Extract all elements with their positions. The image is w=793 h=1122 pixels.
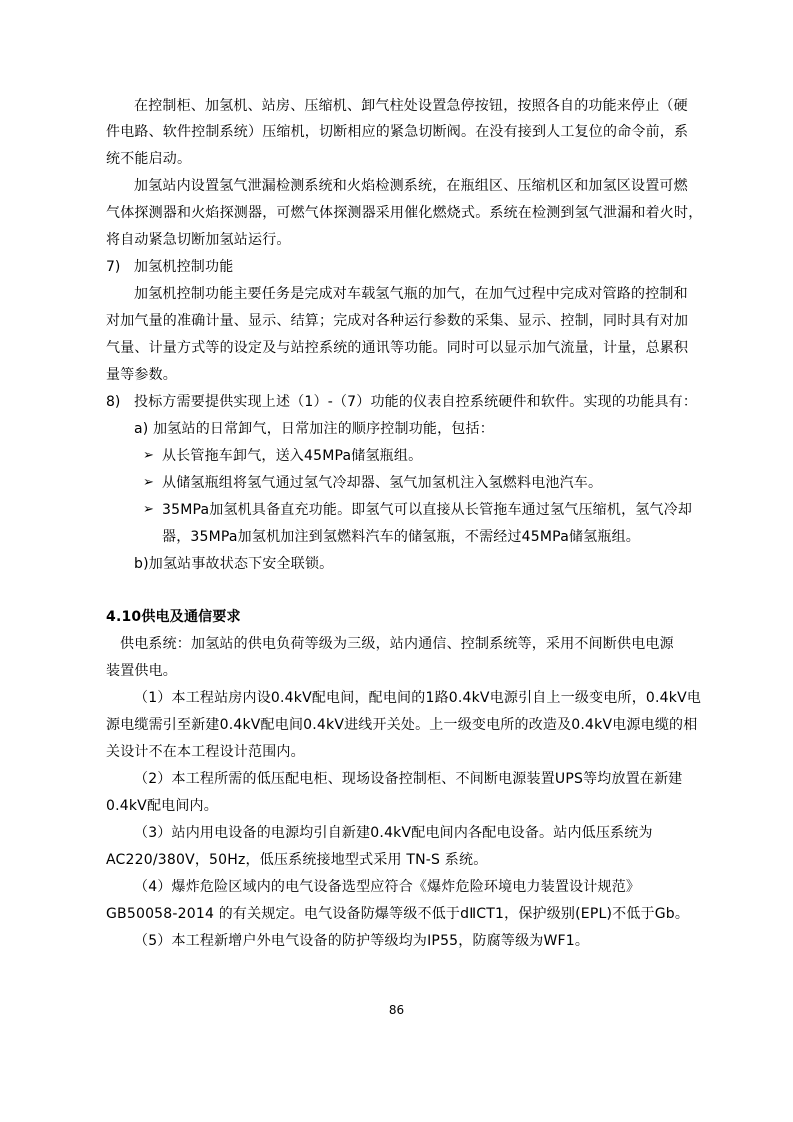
section-heading: 4.10供电及通信要求	[106, 609, 241, 625]
para-item-1-line-2: 源电缆需引至新建0.4kV配电间0.4kV进线开关处。上一级变电所的改造及0.4kV电源电缆的相	[106, 717, 698, 733]
bullet-2-text: 从储氢瓶组将氢气通过氢气冷却器、氢气加氢机注入氢燃料电池汽车。	[162, 475, 603, 491]
para-power-supply-line-2: 装置供电。	[106, 663, 177, 679]
para-emergency-stop-line-3: 统不能启动。	[106, 151, 192, 167]
bullet-3-text-line-2: 器，35MPa加氢机加注到氢燃料汽车的储氢瓶，不需经过45MPa储氢瓶组。	[162, 529, 640, 545]
para-item-3-line-2: AC220/380V，50Hz，低压系统接地型式采用 TN-S 系统。	[106, 852, 488, 868]
arrowhead-icon: ➢	[143, 448, 154, 463]
para-item-2-line-2: 0.4kV配电间内。	[106, 798, 218, 814]
para-dispenser-control-line-4: 量等参数。	[106, 367, 177, 383]
para-item-4-line-1: （4）爆炸危险区域内的电气设备选型应符合《爆炸危险环境电力装置设计规范》	[134, 879, 641, 895]
arrowhead-icon: ➢	[143, 475, 154, 490]
para-power-supply-line-1: 供电系统：加氢站的供电负荷等级为三级，站内通信、控制系统等，采用不间断供电电源	[120, 636, 674, 652]
para-emergency-stop-line-1: 在控制柜、加氢机、站房、压缩机、卸气柱处设置急停按钮，按照各自的功能来停止（硬	[134, 98, 688, 114]
item-8-text: 投标方需要提供实现上述（1）-（7）功能的仪表自控系统硬件和软件。实现的功能具有：	[134, 394, 698, 410]
bullet-1-text: 从长管拖车卸气，送入45MPa储氢瓶组。	[162, 448, 423, 464]
para-dispenser-control-line-1: 加氢机控制功能主要任务是完成对车载氢气瓶的加气，在加气过程中完成对管路的控制和	[134, 286, 688, 302]
para-item-1-line-3: 关设计不在本工程设计范围内。	[106, 744, 305, 760]
para-leak-detection-line-1: 加氢站内设置氢气泄漏检测系统和火焰检测系统，在瓶组区、压缩机区和加氢区设置可燃	[134, 178, 688, 194]
para-dispenser-control-line-2: 对加气量的准确计量、显示、结算；完成对各种运行参数的采集、显示、控制，同时具有对加	[106, 313, 689, 329]
para-leak-detection-line-2: 气体探测器和火焰探测器，可燃气体探测器采用催化燃烧式。系统在检测到氢气泄漏和着火时，	[106, 205, 703, 221]
item-7-title: 加氢机控制功能	[134, 259, 234, 275]
para-item-1-line-1: （1）本工程站房内设0.4kV配电间，配电间的1路0.4kV电源引自上一级变电所，0.4kV电	[134, 690, 702, 706]
para-item-4-line-2: GB50058-2014 的有关规定。电气设备防爆等级不低于dⅡCT1，保护级别(EPL)不低于Gb。	[106, 906, 690, 922]
para-item-3-line-1: （3）站内用电设备的电源均引自新建0.4kV配电间内各配电设备。站内低压系统为	[134, 825, 653, 841]
para-emergency-stop-line-2: 件电路、软件控制系统）压缩机，切断相应的紧急切断阀。在没有接到人工复位的命令前，系	[106, 124, 689, 140]
para-item-2-line-1: （2）本工程所需的低压配电柜、现场设备控制柜、不间断电源装置UPS等均放置在新建	[134, 771, 683, 787]
para-item-5-line-1: （5）本工程新增户外电气设备的防护等级均为IP55，防腐等级为WF1。	[134, 933, 590, 949]
item-8-number: 8)	[106, 394, 121, 410]
para-leak-detection-line-3: 将自动紧急切断加氢站运行。	[106, 232, 291, 248]
item-7-number: 7)	[106, 259, 121, 275]
sub-item-a: a) 加氢站的日常卸气，日常加注的顺序控制功能，包括：	[134, 421, 494, 437]
bullet-3-text-line-1: 35MPa加氢机具备直充功能。即氢气可以直接从长管拖车通过氢气压缩机，氢气冷却	[162, 502, 693, 518]
para-dispenser-control-line-3: 气量、计量方式等的设定及与站控系统的通讯等功能。同时可以显示加气流量，计量，总累积	[106, 340, 689, 356]
arrowhead-icon: ➢	[143, 502, 154, 517]
page-number: 86	[388, 1003, 405, 1017]
sub-item-b: b)加氢站事故状态下安全联锁。	[134, 556, 334, 572]
